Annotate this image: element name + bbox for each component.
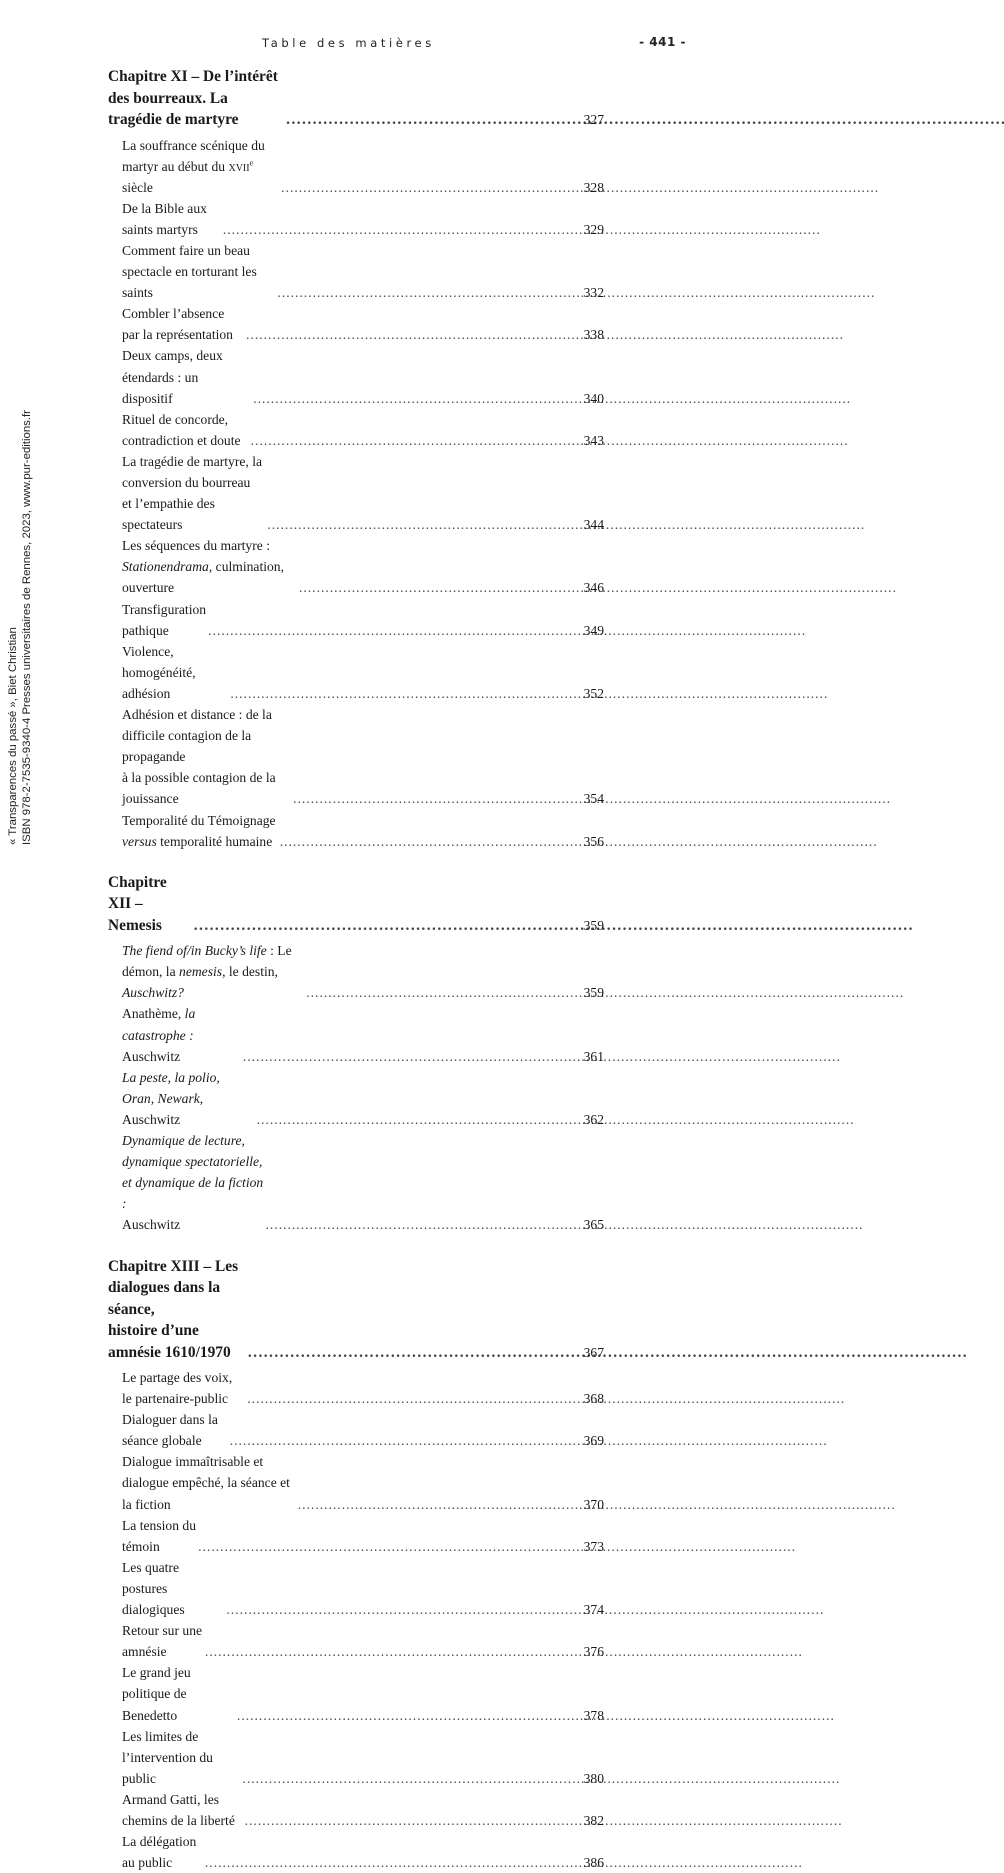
toc-entry: Dynamique de lecture, dynamique spectatorielle, et dynamique de la fiction : Auschwitz . . . 365	[108, 1130, 604, 1235]
entry-page: 352	[584, 683, 604, 704]
chapter-xi	[108, 66, 604, 852]
toc-entry: Le partage des voix, le partenaire-public . . . 368	[108, 1367, 604, 1409]
toc-entry: Comment faire un beau spectacle en torturant les saints . . . 332	[108, 240, 604, 303]
toc-entry: Armand Gatti, les chemins de la liberté . . . 382	[108, 1789, 604, 1831]
chapter-xiii-heading	[108, 1256, 604, 1364]
entry-page: 368	[584, 1388, 604, 1409]
toc-entry: Violence, homogénéité, adhésion . . . 352	[108, 641, 604, 704]
chapter-page: 359	[584, 915, 604, 937]
entry-page: 349	[584, 620, 604, 641]
chapter-xii-heading	[108, 872, 604, 937]
toc-entry: Retour sur une amnésie . . . 376	[108, 1620, 604, 1662]
running-head-title: Table des matières	[262, 36, 435, 50]
entry-page: 376	[584, 1641, 604, 1662]
entry-page: 340	[584, 388, 604, 409]
table-of-contents	[108, 66, 604, 1873]
entry-page: 361	[584, 1046, 604, 1067]
entry-page: 382	[584, 1810, 604, 1831]
toc-entry: Dialoguer dans la séance globale . . . 369	[108, 1409, 604, 1451]
page-number: - 441 -	[639, 35, 686, 49]
toc-entry: Les séquences du martyre : Stationendrama, culmination, ouverture . . . 346	[108, 535, 604, 598]
toc-entry: Combler l’absence par la représentation . . . 338	[108, 303, 604, 345]
entry-page: 328	[584, 177, 604, 198]
running-head	[0, 36, 700, 54]
toc-entry: La délégation au public . . . 386	[108, 1831, 604, 1873]
chapter-title: Chapitre XI – De l’intérêt des bourreaux. La tragédie de martyre	[108, 66, 284, 131]
toc-entry: La tension du témoin . . . 373	[108, 1515, 604, 1557]
toc-entry: Anathème, la catastrophe : Auschwitz . . . 361	[108, 1003, 604, 1066]
entry-page: 378	[584, 1705, 604, 1726]
entry-page: 386	[584, 1852, 604, 1873]
entry-page: 373	[584, 1536, 604, 1557]
toc-entry: Dialogue immaîtrisable et dialogue empêché, la séance et la fiction . . . 370	[108, 1451, 604, 1514]
entry-page: 380	[584, 1768, 604, 1789]
toc-entry: La peste, la polio, Oran, Newark, Auschwitz . . . 362	[108, 1067, 604, 1130]
entry-page: 370	[584, 1494, 604, 1515]
entry-page: 338	[584, 324, 604, 345]
chapter-title: Chapitre XII – Nemesis	[108, 872, 192, 937]
chapter-page: 367	[584, 1342, 604, 1364]
toc-entry: Temporalité du Témoignage versus temporalité humaine . . . 356	[108, 810, 604, 852]
toc-entry: Adhésion et distance : de la difficile contagion de la propagande à la possible contagion de la jouissance . . . 354	[108, 704, 604, 809]
entry-page: 343	[584, 430, 604, 451]
toc-entry: Deux camps, deux étendards : un dispositif . . . 340	[108, 345, 604, 408]
chapter-title: Chapitre XIII – Les dialogues dans la séance, histoire d’une amnésie 1610/1970	[108, 1256, 246, 1364]
toc-entry: La souffrance scénique du martyr au début du xvii$^e$ siècle . . . 328	[108, 135, 604, 198]
toc-entry: Transfiguration pathique . . . 349	[108, 599, 604, 641]
entry-page: 369	[584, 1430, 604, 1451]
toc-entry: Les quatre postures dialogiques . . . 374	[108, 1557, 604, 1620]
entry-page: 346	[584, 577, 604, 598]
chapter-xii	[108, 872, 604, 1236]
chapter-page: 327	[584, 109, 604, 131]
side-note-line-2: ISBN 978-2-7535-9340-4 Presses universitaires de Rennes, 2023, www.pur-editions.fr	[20, 385, 34, 845]
entry-page: 365	[584, 1214, 604, 1235]
toc-entry: Rituel de concorde, contradiction et doute . . . 343	[108, 409, 604, 451]
entry-page: 329	[584, 219, 604, 240]
entry-page: 332	[584, 282, 604, 303]
toc-entry: Le grand jeu politique de Benedetto . . . 378	[108, 1662, 604, 1725]
toc-entry: De la Bible aux saints martyrs . . . 329	[108, 198, 604, 240]
copyright-side-note	[6, 385, 34, 845]
toc-entry: La tragédie de martyre, la conversion du bourreau et l’empathie des spectateurs . . . 344	[108, 451, 604, 535]
entry-page: 359	[584, 982, 604, 1003]
entry-page: 356	[584, 831, 604, 852]
entry-page: 354	[584, 788, 604, 809]
toc-entry: The fiend of/in Bucky’s life : Le démon, la nemesis, le destin, Auschwitz? . . . 359	[108, 940, 604, 1003]
entry-page: 344	[584, 514, 604, 535]
toc-entry: Les limites de l’intervention du public . . . 380	[108, 1726, 604, 1789]
chapter-xi-heading	[108, 66, 604, 131]
entry-page: 374	[584, 1599, 604, 1620]
entry-page: 362	[584, 1109, 604, 1130]
chapter-xiii	[108, 1256, 604, 1873]
side-note-line-1: « Transparences du passé », Biet Christian	[6, 385, 20, 845]
